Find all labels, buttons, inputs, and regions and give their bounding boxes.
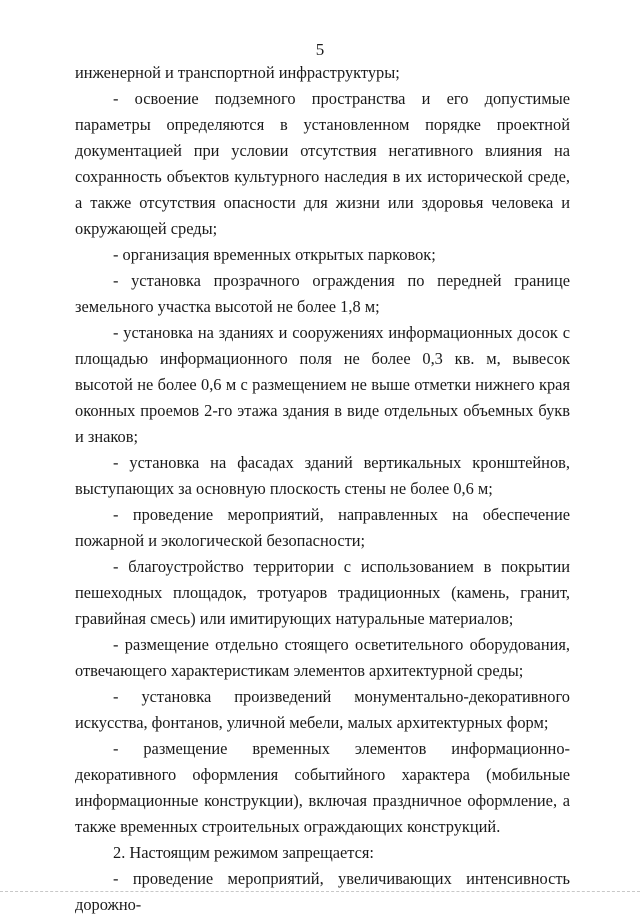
paragraph-monumental-art: - установка произведений монументально-декоративного искусства, фонтанов, уличной мебели, малых архитектурных форм; bbox=[75, 687, 570, 732]
paragraph-landscaping: - благоустройство территории с использованием в покрытии пешеходных площадок, тротуаров традиционных (камень, гранит, гравийная смесь) или имитирующих натуральные материалов; bbox=[75, 557, 570, 628]
paragraph-temporary-decorative-elements: - размещение временных элементов информационно-декоративного оформления событийного характера (мобильные информационные конструкции), включая праздничное оформление, а также временных строительных ограждающих конструкций. bbox=[75, 739, 570, 836]
paragraph-facade-brackets: - установка на фасадах зданий вертикальных кронштейнов, выступающих за основную плоскость стены не более 0,6 м; bbox=[75, 453, 570, 498]
paragraph-lighting-equipment: - размещение отдельно стоящего осветительного оборудования, отвечающего характеристикам элементов архитектурной среды; bbox=[75, 635, 570, 680]
scan-bottom-edge bbox=[0, 891, 640, 892]
paragraph-transparent-fence: - установка прозрачного ограждения по передней границе земельного участка высотой не более 1,8 м; bbox=[75, 271, 570, 316]
paragraph-traffic-intensity: - проведение мероприятий, увеличивающих интенсивность дорожно- bbox=[75, 869, 570, 914]
paragraph-underground-space: - освоение подземного пространства и его допустимые параметры определяются в установленном порядке проектной документацией при условии отсутствия негативного влияния на сохранность объектов культурного наследия в их исторической среде, а также отсутствия опасности для жизни или здоровья человека и окружающей среды; bbox=[75, 89, 570, 238]
paragraph-infrastructure-continuation: инженерной и транспортной инфраструктуры; bbox=[75, 63, 400, 82]
paragraph-prohibitions-heading: 2. Настоящим режимом запрещается: bbox=[113, 843, 374, 862]
paragraph-fire-ecological-safety: - проведение мероприятий, направленных на обеспечение пожарной и экологической безопасности; bbox=[75, 505, 570, 550]
paragraph-information-boards: - установка на зданиях и сооружениях информационных досок с площадью информационного поля не более 0,3 кв. м, вывесок высотой не более 0,6 м с размещением не выше отметки нижнего края оконных проемов 2-го этажа здания в виде отдельных объемных букв и знаков; bbox=[75, 323, 570, 446]
document-body bbox=[75, 60, 570, 918]
page-number: 5 bbox=[315, 40, 325, 59]
paragraph-temporary-parking: - организация временных открытых парковок; bbox=[113, 245, 436, 264]
